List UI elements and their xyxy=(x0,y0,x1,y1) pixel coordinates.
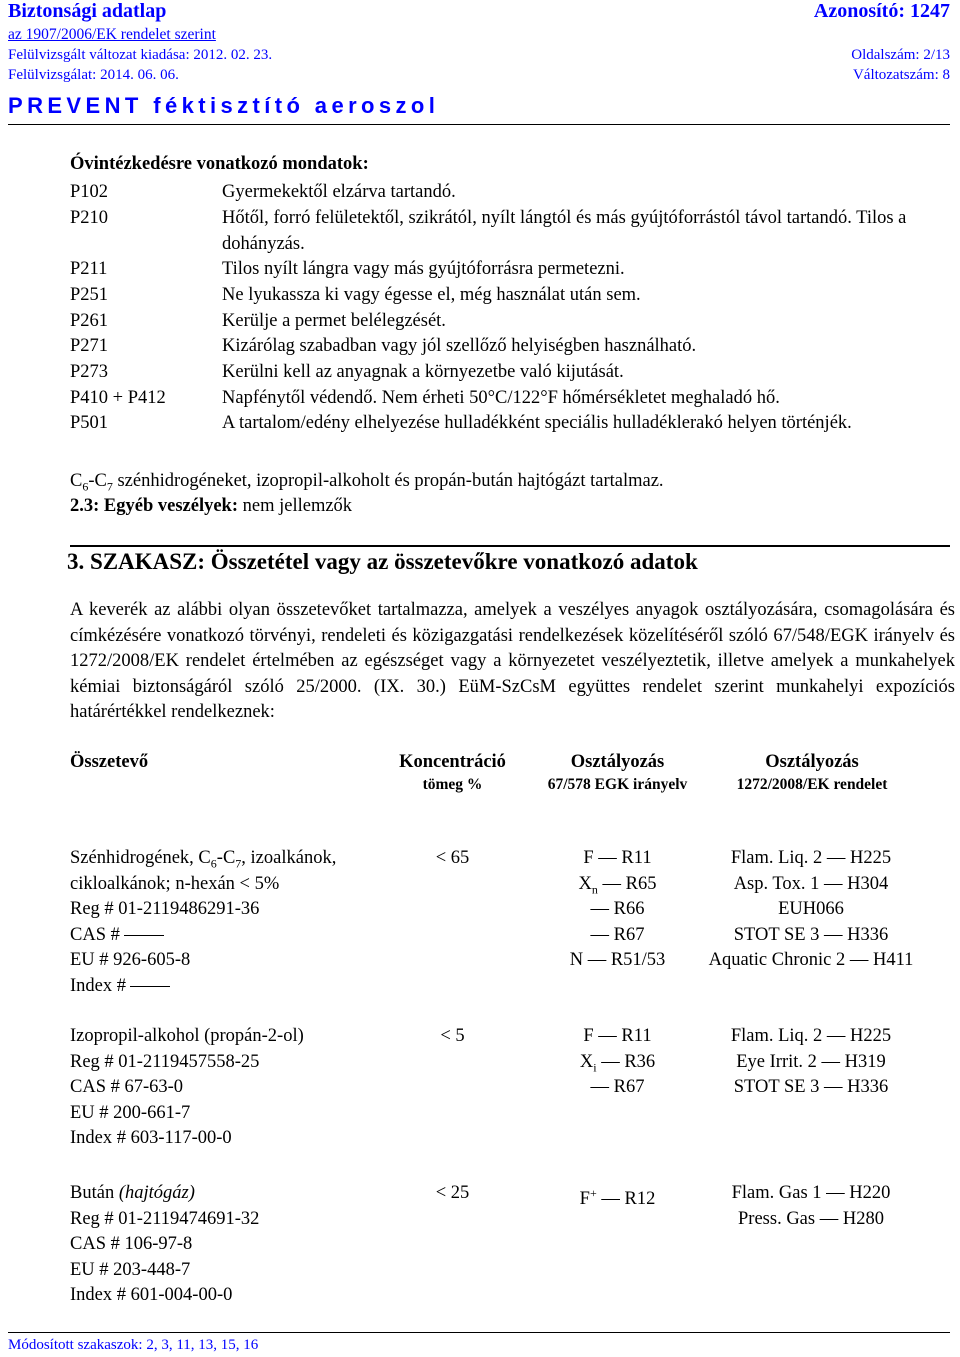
component-name-line2: cikloalkánok; n-hexán < 5% xyxy=(70,873,280,894)
section-3-title: 3. SZAKASZ: Összetétel vagy az összetevőkre vonatkozó adatok xyxy=(67,549,698,574)
header-regulation-row xyxy=(8,26,950,44)
reach-number: Reg # 01-2119474691-32 xyxy=(70,1208,260,1229)
statement-text: Tilos nyílt lángra vagy más gyújtóforrásra permetezni. xyxy=(222,259,625,279)
component-name: Bután (hajtógáz) xyxy=(70,1183,195,1203)
cas-number: CAS # 67-63-0 xyxy=(70,1077,184,1098)
column-header-classification-clp-sub: 1272/2008/EK rendelet xyxy=(736,776,888,793)
index-number: Index # 601-004-00-0 xyxy=(70,1285,233,1306)
component-isopropanol xyxy=(70,1024,304,1152)
component-name: Szénhidrogének, $C_6-C_7$, izoalkánok, xyxy=(70,848,337,871)
column-header-classification-dsd-sub: 67/578 EGK irányelv xyxy=(547,776,688,793)
empty-value-dash xyxy=(124,935,164,936)
statement-code: P271 xyxy=(70,336,109,356)
statement-text: Kizárólag szabadban vagy jól szellőző helyiségben használható. xyxy=(222,336,697,356)
cas-number: CAS # xyxy=(70,923,336,949)
regulation-reference: az 1907/2006/EK rendelet szerint xyxy=(8,26,216,43)
column-header-classification-dsd: Osztályozás xyxy=(570,752,665,772)
statement-text: Napfénytől védendő. Nem érheti 50°C/122°F hőmérsékletet meghaladó hő. xyxy=(222,388,780,408)
index-number: Index # 603-117-00-0 xyxy=(70,1128,232,1149)
product-name: PREVENT féktisztító aeroszol xyxy=(8,93,440,118)
statement-text: Kerülje a permet belélegzését. xyxy=(222,311,446,331)
version-number: Változatszám: 8 xyxy=(852,67,950,83)
other-hazards-label: 2.3: Egyéb veszélyek: xyxy=(70,496,239,516)
section-3-intro: A keverék az alábbi olyan összetevőket tartalmazza, amelyek a veszélyes anyagok osztályozására, csomagolására és címkézésére vonatkozó törvényi, rendeleti és közigazgatási rendelkezések közelítéséről szóló 67/548/EGK irányelv és 1272/2008/EK rendelet értelmében az egészséget vagy a környezetet veszélyeztetik, illetve amelyek a munkahelyek kémiai biztonságáról szóló 25/2000. (IX. 30.) EüM-SzCsM együttes rendelet szerint munkahelyi expozíciós határértékkel rendelkeznek: xyxy=(70,600,955,723)
column-header-concentration: Koncentráció xyxy=(399,752,506,772)
statement-code: P210 xyxy=(70,208,109,228)
column-header-concentration-unit: tömeg % xyxy=(422,776,483,793)
statement-text: A tartalom/edény elhelyezése hulladékként speciális hulladéklerakó helyen történjék. xyxy=(222,413,852,433)
reach-number: Reg # 01-2119457558-25 xyxy=(70,1051,260,1072)
header-product-row xyxy=(8,93,950,119)
section-divider xyxy=(70,545,950,547)
page-number: Oldalszám: 2/13 xyxy=(851,47,950,63)
column-header-component: Összetevő xyxy=(70,752,149,772)
classification-dsd: F — R11 $X_i$ — R36 — R67 xyxy=(579,1026,656,1098)
empty-value-dash xyxy=(130,986,170,987)
statement-code: P102 xyxy=(70,182,109,202)
modified-sections-note: Módosított szakaszok: 2, 3, 11, 13, 15, 16 xyxy=(8,1337,259,1353)
statement-code: P273 xyxy=(70,362,109,382)
eu-number: EU # 200-661-7 xyxy=(70,1102,191,1123)
classification-clp: Flam. Gas 1 — H220 Press. Gas — H280 xyxy=(731,1183,891,1229)
statement-text: Hőtől, forró felületektől, szikrától, nyílt lángtól és más gyújtóforrástól távol tartandó. Tilos a dohányzás. xyxy=(222,208,907,254)
precautionary-title: Óvintézkedésre vonatkozó mondatok: xyxy=(70,154,369,174)
statement-text: Gyermekektől elzárva tartandó. xyxy=(222,182,456,202)
index-number: Index # xyxy=(70,974,336,1000)
column-header-classification-clp: Osztályozás xyxy=(765,752,859,772)
classification-clp: Flam. Liq. 2 — H225 Asp. Tox. 1 — H304 EUH066 STOT SE 3 — H336 Aquatic Chronic 2 — H411 xyxy=(708,848,914,971)
classification-dsd: F+ — R12 xyxy=(579,1186,656,1210)
contains-note: $C_6-C_7$ szénhidrogéneket, izopropil-alkoholt és propán-bután hajtógázt tartalmaz. xyxy=(70,471,664,494)
eu-number: EU # 203-448-7 xyxy=(70,1259,191,1280)
cas-number: CAS # 106-97-8 xyxy=(70,1234,193,1255)
classification-dsd: F — R11 $X_n$ — R65 — R66 — R67 N — R51/53 xyxy=(569,848,666,971)
statement-text: Kerülni kell az anyagnak a környezetbe való kijutását. xyxy=(222,362,624,382)
classification-clp: Flam. Liq. 2 — H225 Eye Irrit. 2 — H319 STOT SE 3 — H336 xyxy=(730,1026,892,1098)
concentration-value: < 65 xyxy=(435,848,470,868)
statement-code: P410 + P412 xyxy=(70,388,166,408)
issue-date: Felülvizsgált változat kiadása: 2012. 02. 23. xyxy=(8,47,273,63)
header-divider xyxy=(8,124,950,125)
statement-code: P261 xyxy=(70,311,109,331)
statement-text: Ne lyukassza ki vagy égesse el, még használat után sem. xyxy=(222,285,641,305)
review-date: Felülvizsgálat: 2014. 06. 06. xyxy=(8,67,179,83)
statement-code: P211 xyxy=(70,259,108,279)
component-butane xyxy=(70,1181,259,1309)
header-review-row xyxy=(8,67,950,84)
concentration-value: < 25 xyxy=(435,1183,470,1203)
reach-number: Reg # 01-2119486291-36 xyxy=(70,899,260,920)
statement-code: P251 xyxy=(70,285,109,305)
other-hazards xyxy=(70,494,950,520)
header-issue-row xyxy=(8,47,950,64)
component-hydrocarbons xyxy=(70,846,336,1000)
component-name: Izopropil-alkohol (propán-2-ol) xyxy=(70,1026,304,1046)
document-title: Biztonsági adatlap xyxy=(8,0,167,22)
footer-divider xyxy=(8,1332,950,1333)
document-id: Azonosító: 1247 xyxy=(813,0,950,22)
header-title-row xyxy=(8,0,950,23)
eu-number: EU # 926-605-8 xyxy=(70,950,191,971)
other-hazards-value: nem jellemzők xyxy=(238,496,353,516)
concentration-value: < 5 xyxy=(440,1026,465,1046)
statement-code: P501 xyxy=(70,413,109,433)
